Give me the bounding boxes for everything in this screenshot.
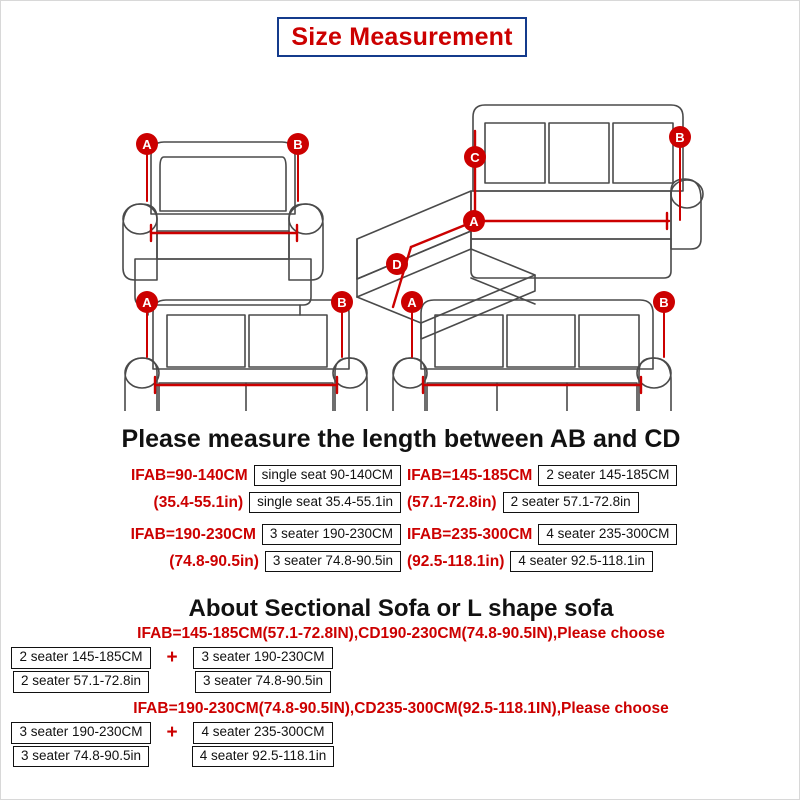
sectional-option1-grid: [1, 647, 800, 693]
marker-c-sectional: [464, 146, 486, 168]
option1-left-cm: 2 seater 145-185CM: [11, 647, 150, 669]
svg-text:D: D: [392, 257, 402, 272]
size-box-left: single seat 35.4-55.1in: [249, 492, 401, 514]
sectional-options: [1, 625, 800, 767]
option2-left-in: 3 seater 74.8-90.5in: [13, 746, 149, 768]
size-row: [1, 522, 800, 547]
three-seater-sofa-drawing: [393, 300, 671, 411]
svg-text:B: B: [659, 295, 669, 310]
size-box-right: 4 seater 235-300CM: [538, 524, 677, 546]
size-label-right: IFAB=145-185CM: [407, 466, 533, 484]
svg-text:B: B: [293, 137, 303, 152]
size-label-right: (92.5-118.1in): [407, 552, 505, 570]
svg-text:B: B: [337, 295, 347, 310]
size-label-right: (57.1-72.8in): [407, 493, 497, 511]
marker-d-sectional: [386, 253, 408, 275]
size-label-left: (74.8-90.5in): [169, 552, 259, 570]
size-label-left: IFAB=190-230CM: [130, 525, 256, 543]
marker-b-single: [287, 133, 309, 201]
size-box-right: 4 seater 92.5-118.1in: [510, 551, 653, 573]
option1-right-cm: 3 seater 190-230CM: [193, 647, 332, 669]
size-box-left: 3 seater 190-230CM: [262, 524, 401, 546]
marker-a-three-seater: [401, 291, 423, 357]
size-box-left: 3 seater 74.8-90.5in: [265, 551, 401, 573]
size-row: [1, 463, 800, 488]
option2-right-in: 4 seater 92.5-118.1in: [192, 746, 335, 768]
two-seater-sofa-drawing: [125, 300, 367, 411]
size-box-right: 2 seater 145-185CM: [538, 465, 677, 487]
option2-right-cm: 4 seater 235-300CM: [193, 722, 332, 744]
page-title: Size Measurement: [291, 22, 513, 51]
sectional-option2-line: IFAB=190-230CM(74.8-90.5IN),CD235-300CM(92.5-118.1IN),Please choose: [133, 699, 669, 717]
size-row: [1, 490, 800, 515]
size-box-left: single seat 90-140CM: [254, 465, 401, 487]
option2-left-cm: 3 seater 190-230CM: [11, 722, 150, 744]
sectional-option2-grid: [1, 722, 800, 768]
size-label-right: IFAB=235-300CM: [407, 525, 533, 543]
marker-b-three-seater: [653, 291, 675, 357]
size-label-left: (35.4-55.1in): [153, 493, 244, 511]
svg-text:A: A: [142, 137, 152, 152]
svg-text:A: A: [469, 214, 479, 229]
option1-right-in: 3 seater 74.8-90.5in: [195, 671, 331, 693]
sectional-option1-line: IFAB=145-185CM(57.1-72.8IN),CD190-230CM(74.8-90.5IN),Please choose: [137, 625, 665, 642]
marker-a-single: [136, 133, 158, 201]
marker-a-sectional: [463, 210, 485, 232]
single-seat-sofa-drawing: [123, 142, 323, 315]
svg-text:C: C: [470, 150, 480, 165]
option1-plus: +: [166, 647, 178, 669]
svg-text:B: B: [675, 130, 685, 145]
size-row: [1, 549, 800, 574]
measure-heading: Please measure the length between AB and CD: [121, 425, 681, 453]
option1-left-in: 2 seater 57.1-72.8in: [13, 671, 149, 693]
size-table: [1, 463, 800, 576]
marker-a-two-seater: [136, 291, 158, 357]
svg-text:A: A: [142, 295, 152, 310]
option2-plus: +: [166, 722, 178, 744]
sectional-heading: About Sectional Sofa or L shape sofa: [188, 595, 614, 622]
sofa-diagrams: [1, 61, 800, 411]
title-banner: [277, 17, 527, 57]
size-box-right: 2 seater 57.1-72.8in: [503, 492, 639, 514]
sofa-diagram-svg: [1, 61, 800, 411]
svg-text:A: A: [407, 295, 417, 310]
size-label-left: IFAB=90-140CM: [130, 466, 248, 484]
